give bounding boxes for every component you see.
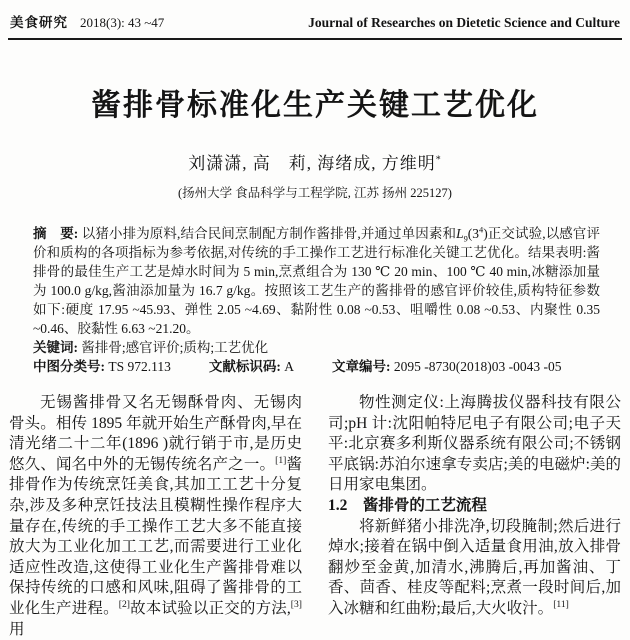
right-column [328,393,621,640]
abstract-label: 摘 要: [33,226,79,241]
author-line [0,149,630,174]
abstract-text: 以猪小排为原料,结合民间烹制配方制作酱排骨,并通过单因素和$L_9(3^4)$正交试验,以感官评价和质构的各项指标为参考依据,对传统的手工操作工艺进行标准化关键工艺优化。结果表明:酱排骨的最佳生产工艺是焯水时间为 5 min,烹煮组合为 130 ℃ 20 min、100 ℃ 40 min,冰糖添加量为 100.0 g/kg,酱油添加量为 16.7 g/kg。按照该工艺生产的酱排骨的感官评价较佳,质构特征参数如下:硬度 17.95 ~45.93、弹性 2.05 ~4.69、黏附性 0.08 ~0.53、咀嚼性 0.08 ~0.53、内聚性 0.35 ~0.46、胶黏性 6.63 ~21.20。 [33,225,601,336]
keywords-label: 关键词: [33,340,78,355]
journal-name-en: Journal of Researches on Dietetic Science and Culture [308,15,620,30]
instruments-paragraph: 物性测定仪:上海腾拔仪器科技有限公司;pH 计:沈阳帕特尼电子有限公司;电子天平:北京赛多利斯仪器系统有限公司;不锈钢平底锅:苏泊尔速拿专卖店;美的电磁炉:美的日用家电集团。 [328,394,621,494]
section-heading-1-2: 1.2 酱排骨的工艺流程 [328,496,487,514]
left-column [9,393,302,640]
doc-code-value: A [284,359,295,374]
body-columns [0,393,630,640]
doc-code-item [209,359,294,374]
intro-paragraph: 无锡酱排骨又名无锡酥骨肉、无锡肉骨头。相传 1895 年就开始生产酥骨肉,早在清光绪二十二年(1896 )就行销于市,是历史悠久、闻名中外的无锡传统名产之一。[1]酱排骨作为传统烹饪美食,其加工工艺十分复杂,涉及多种烹饪技法且模糊性操作程序大量存在,传统的手工操作工艺大多不能直接放大为工业化加工工艺,而需要进行工业化适应性改造,这使得工业化生产酱排骨难以保持传统的口感和风味,阻碍了酱排骨的工业化生产进程。[2]故本试验以正交的方法,[3]用 [9,394,302,638]
article-id-value: 2095 -8730(2018)03 -0043 -05 [393,359,562,374]
abstract-paragraph [33,224,600,338]
article-title: 酱排骨标准化生产关键工艺优化 [91,89,539,122]
clc-item [33,359,171,374]
clc-label: 中图分类号: [33,359,105,374]
affiliation-line: (扬州大学 食品科学与工程学院, 江苏 扬州 225127) [178,186,452,200]
header-rule [8,38,622,40]
issue-pages: 2018(3): 43 ~47 [80,15,165,30]
classification-line [33,357,600,376]
process-paragraph: 将新鲜猪小排洗净,切段腌制;然后进行焯水;接着在锅中倒入适量食用油,放入排骨翻炒至金黄,加清水,沸腾后,再加酱油、丁香、茴香、桂皮等配料;烹煮一段时间后,加入冰糖和红曲粉;最后,大火收汁。[11] [328,517,621,617]
article-id-item [332,359,561,374]
page-header [0,0,630,31]
corresponding-author-mark: * [435,154,442,166]
authors-text: 刘潇潇, 高 莉, 海绪成, 方维明 [188,154,436,173]
journal-citation [10,11,164,31]
abstract-block [33,224,600,376]
keywords-line [33,338,600,357]
doc-code-label: 文献标识码: [208,359,281,374]
clc-value: TS 972.113 [108,359,171,374]
keywords-text: 酱排骨;感官评价;质构;工艺优化 [78,340,269,355]
article-id-label: 文章编号: [332,359,391,374]
journal-name-cn: 美食研究 [10,15,68,30]
